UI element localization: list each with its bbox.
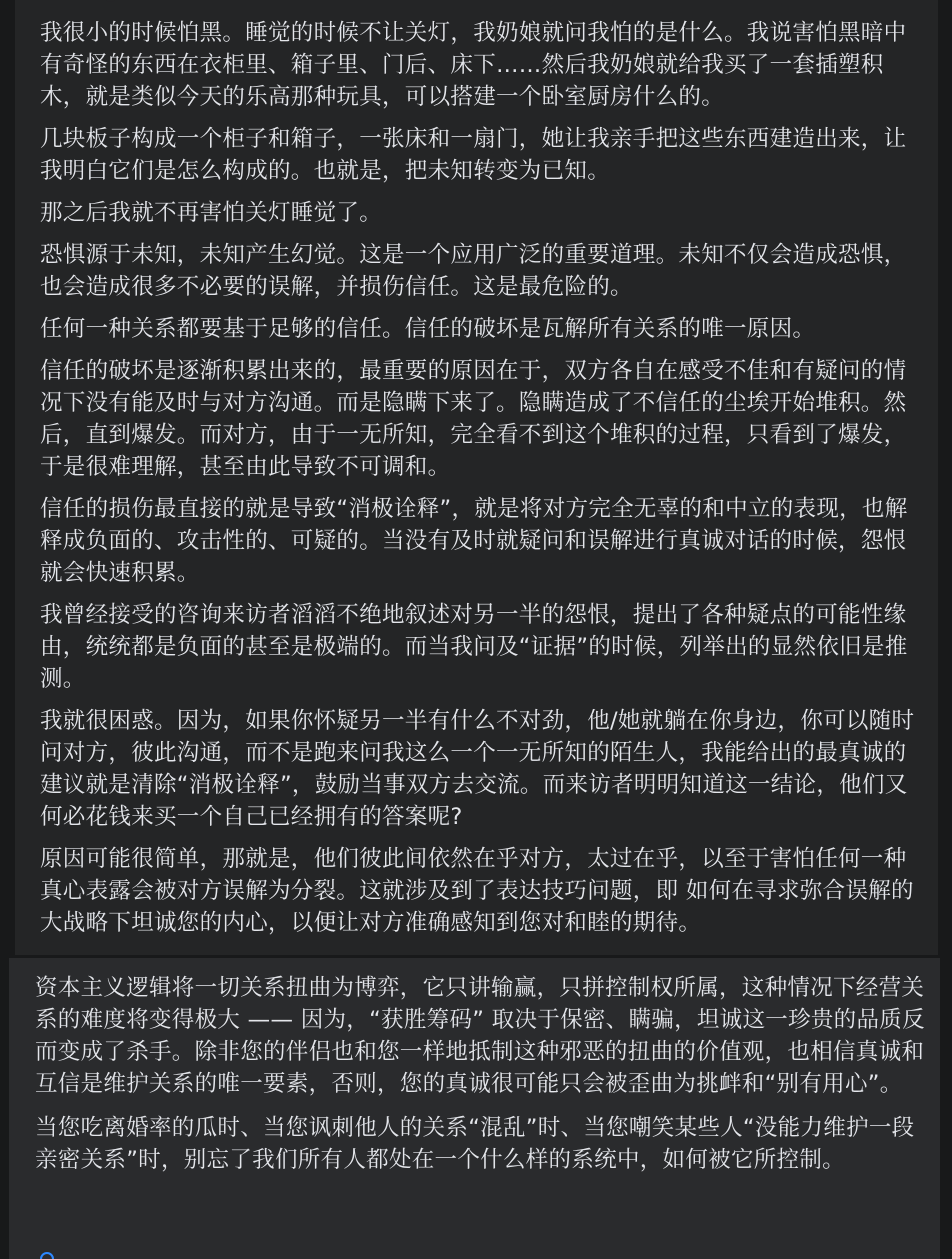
post-paragraph: 原因可能很简单，那就是，他们彼此间依然在乎对方，太过在乎，以至于害怕任何一种真心表露会被对方误解为分裂。这就涉及到了表达技巧问题，即 如何在寻求弥合误解的大战略下坦诚您的内心，以便让对方准确感知到您对和睦的期待。 [40,846,914,936]
post-paragraph: 那之后我就不再害怕关灯睡觉了。 [40,200,383,226]
post-paragraph: 任何一种关系都要基于足够的信任。信任的破坏是瓦解所有关系的唯一原因。 [40,316,816,342]
post-paragraph: 恐惧源于未知，未知产生幻觉。这是一个应用广泛的重要道理。未知不仅会造成恐惧，也会造成很多不必要的误解，并损伤信任。这是最危险的。 [40,242,907,300]
online-status-icon [104,0,117,2]
post-paragraph: 信任的损伤最直接的就是导致“消极诠释”，就是将对方完全无辜的和中立的表现，也解释成负面的、攻击性的、可疑的。当没有及时就疑问和误解进行真诚对话的时候，怨恨就会快速积累。 [40,496,908,586]
comment-paragraph: 当您吃离婚率的瓜时、当您讽刺他人的关系“混乱”时、当您嘲笑某些人“没能力维护一段亲密关系”时，别忘了我们所有人都处在一个什么样的系统中，如何被它所控制。 [35,1115,915,1173]
post-card [15,0,938,955]
comment-card [9,958,940,1259]
comment-paragraph: 资本主义逻辑将一切关系扭曲为博弈，它只讲输赢，只拼控制权所属，这种情况下经营关系的难度将变得极大 —— 因为，“获胜筹码” 取决于保密、瞒骗，坦诚这一珍贵的品质反而变成了杀手。除非您的伴侣也和您一样地抵制这种邪恶的扭曲的价值观，也相信真诚和互信是维护关系的唯一要素，否则，您的真诚很可能只会被歪曲为挑衅和“别有用心”。 [35,975,925,1097]
post-paragraph: 信任的破坏是逐渐积累出来的，最重要的原因在于，双方各自在感受不佳和有疑问的情况下没有能及时与对方沟通。而是隐瞒下来了。隐瞒造成了不信任的尘埃开始堆积。然后，直到爆发。而对方，由于一无所知，完全看不到这个堆积的过程，只看到了爆发，于是很难理解，甚至由此导致不可调和。 [40,358,907,480]
reaction-icon[interactable] [40,1252,54,1259]
post-body [40,17,925,949]
post-header [55,0,315,8]
comment-body [35,972,935,1188]
post-paragraph: 我很小的时候怕黑。睡觉的时候不让关灯，我奶娘就问我怕的是什么。我说害怕黑暗中有奇怪的东西在衣柜里、箱子里、门后、床下……然后我奶娘就给我买了一套插塑积木，就是类似今天的乐高那种玩具，可以搭建一个卧室厨房什么的。 [40,20,907,110]
post-paragraph: 我就很困惑。因为，如果你怀疑另一半有什么不对劲，他/她就躺在你身边，你可以随时问对方，彼此沟通，而不是跑来问我这么一个一无所知的陌生人，我能给出的最真诚的建议就是清除“消极诠释”，鼓励当事双方去交流。而来访者明明知道这一结论，他们又何必花钱来买一个自己已经拥有的答案呢? [40,708,915,830]
post-paragraph: 几块板子构成一个柜子和箱子，一张床和一扇门，她让我亲手把这些东西建造出来，让我明白它们是怎么构成的。也就是，把未知转变为已知。 [40,126,907,184]
post-paragraph: 我曾经接受的咨询来访者滔滔不绝地叙述对另一半的怨恨，提出了各种疑点的可能性缘由，统统都是负面的甚至是极端的。而当我问及“证据”的时候，列举出的显然依旧是推测。 [40,602,908,692]
